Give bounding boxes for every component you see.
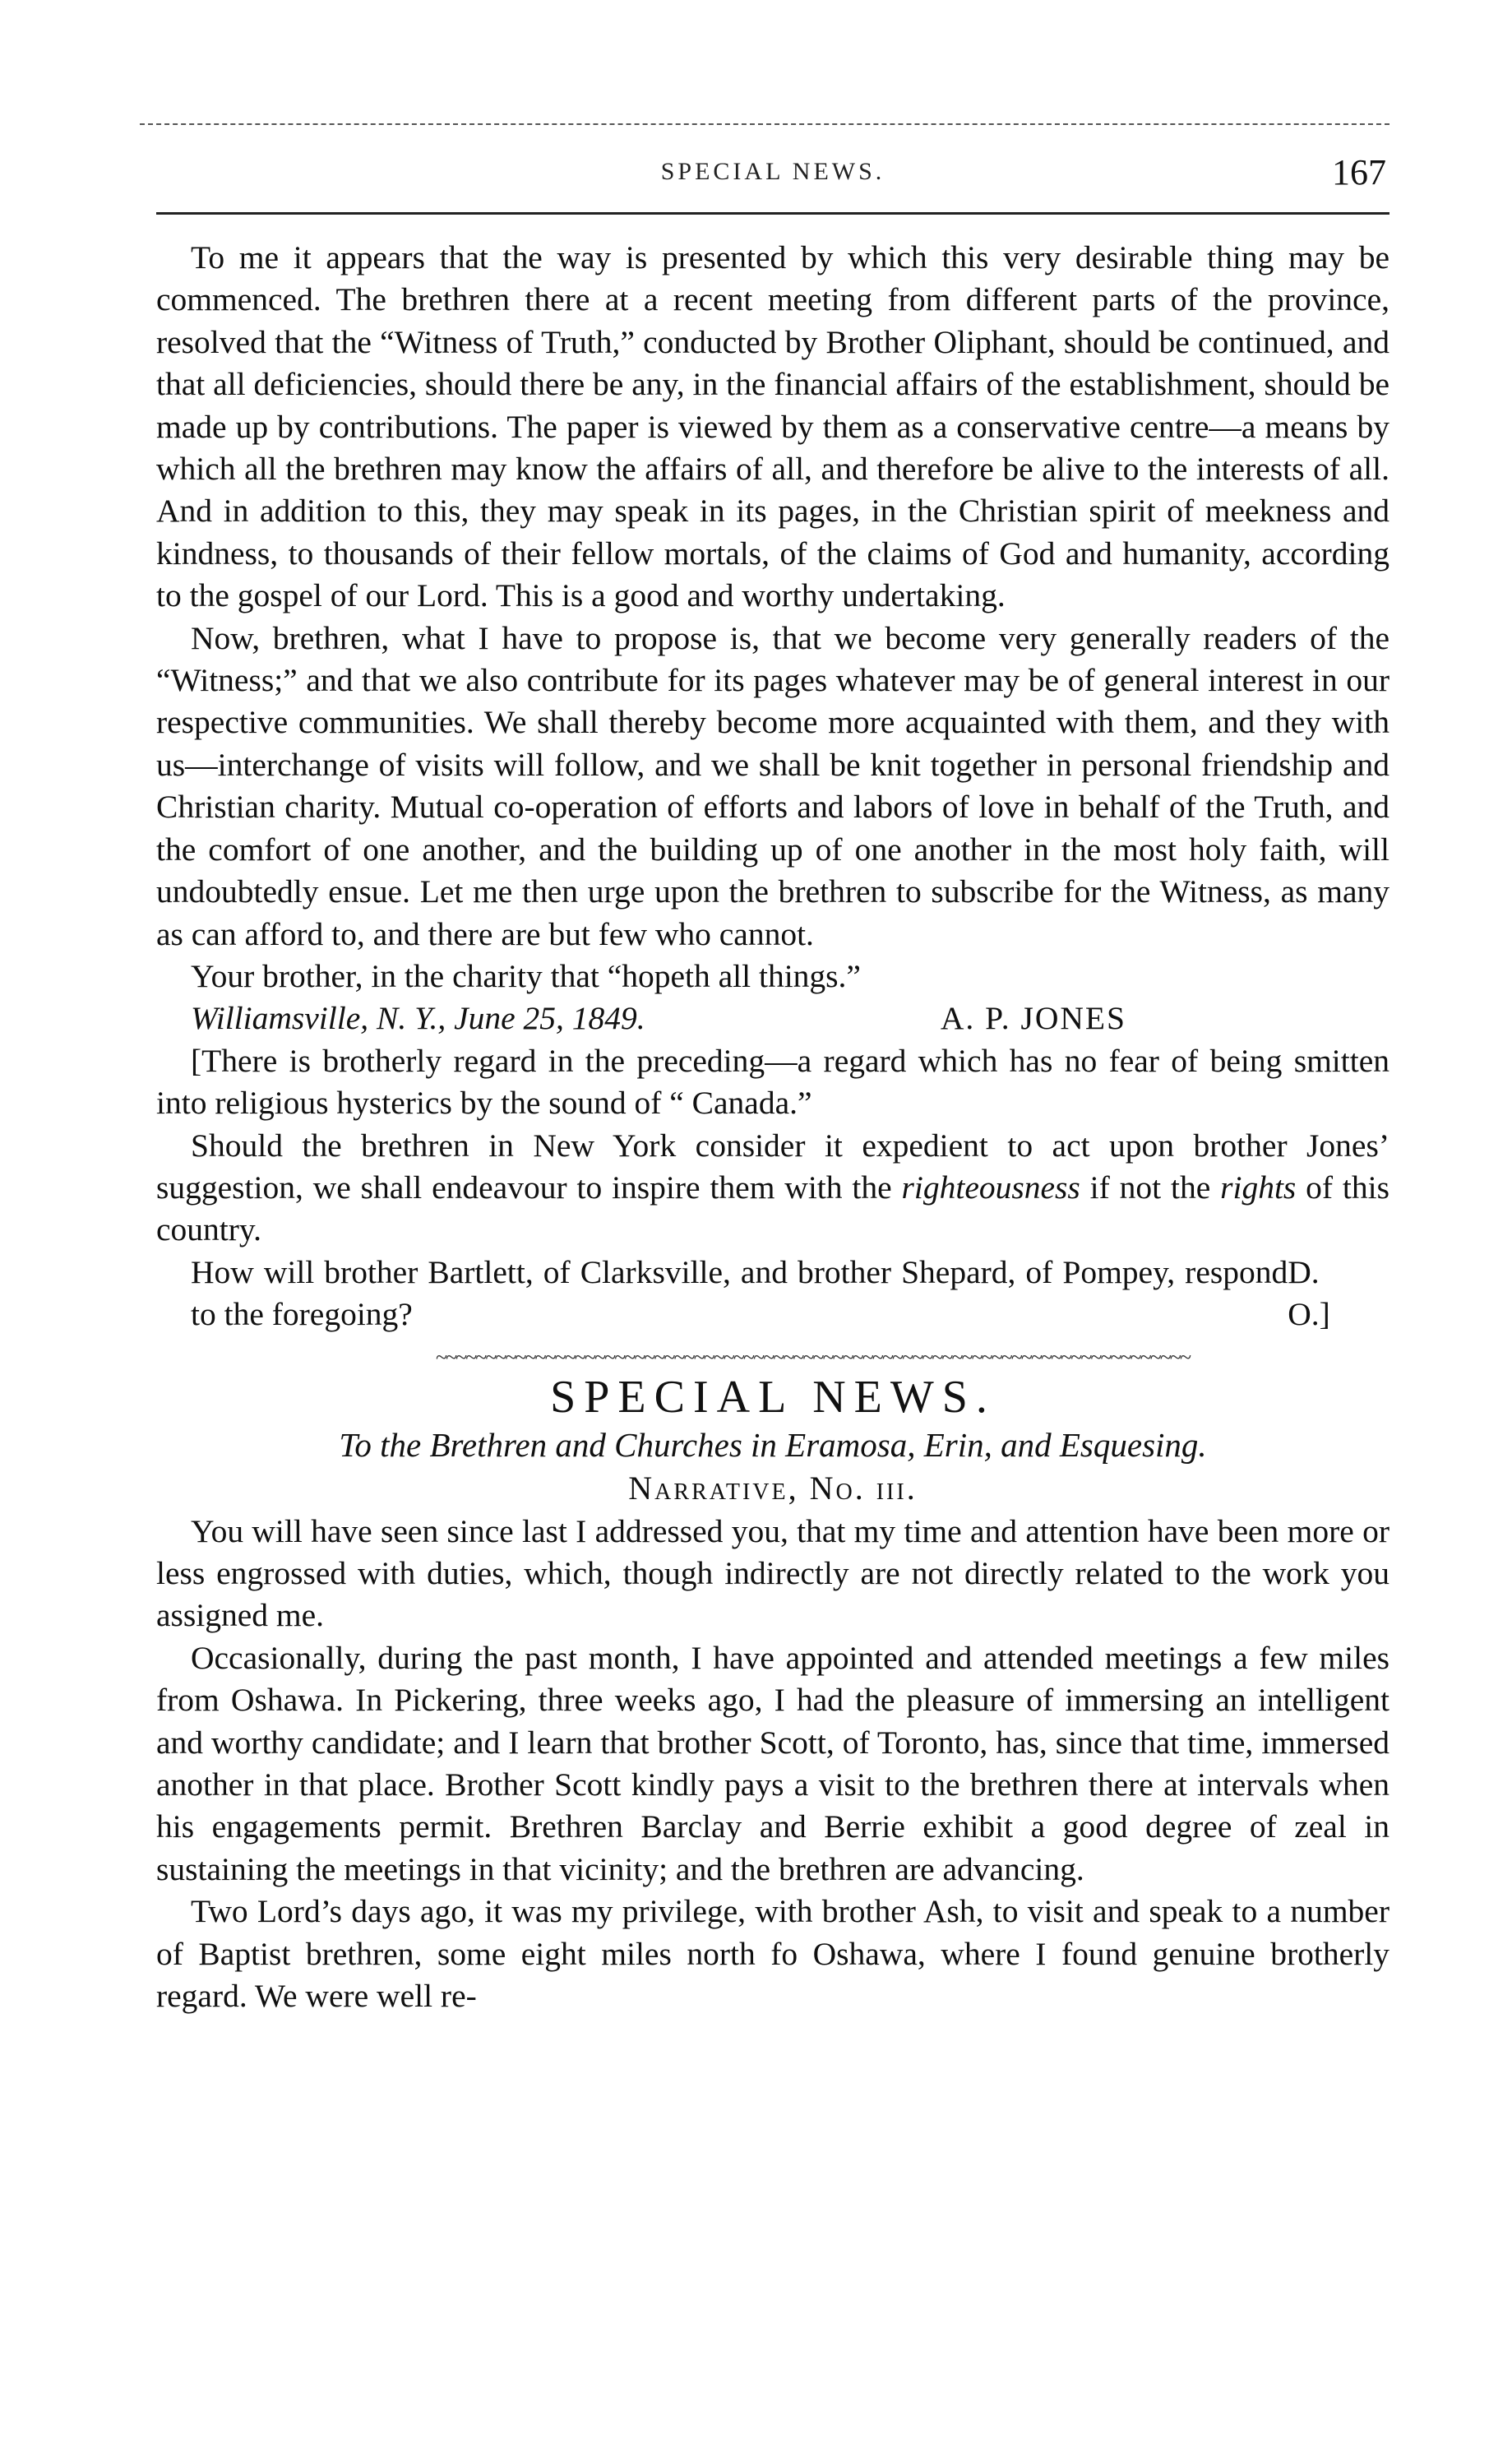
page-number: 167 xyxy=(1332,152,1386,192)
narrative-paragraph-2: Occasionally, during the past month, I have appointed and attended meetings a few miles from Oshawa. In Pickering, three weeks ago, I had the pleasure of immersing an intelligent and worthy candidate; and I learn that brother Scott, of Toronto, has, since that time, immersed another in that place. Brother Scott kindly pays a visit to the brethren there at intervals when his engagements permit. Brethren Barclay and Berrie exhibit a good degree of zeal in sustaining the meetings in that vicinity; and the brethren are advancing. xyxy=(156,1639,1389,1887)
editor-initials: D. O.] xyxy=(1288,1253,1330,1333)
letter-author: A. P. JONES xyxy=(940,1000,1126,1037)
page-body xyxy=(156,237,1389,2017)
editor-note-paragraph-2 xyxy=(156,1125,1389,1252)
letter-place-date: Williamsville, N. Y., June 25, 1849. xyxy=(191,1000,645,1037)
editor-note-italic-righteousness: righteousness xyxy=(901,1169,1080,1206)
top-rule xyxy=(140,123,1389,125)
header-rule xyxy=(156,212,1389,215)
letter-signature xyxy=(156,998,1389,1039)
editor-note-closing xyxy=(156,1252,1389,1336)
narrative-paragraph-1: You will have seen since last I addressed you, that my time and attention have been more or less engrossed with duties, which, though indirectly are not directly related to the work you assigned me. xyxy=(156,1512,1389,1634)
running-head: SPECIAL NEWS. xyxy=(660,158,885,185)
editor-note-paragraph-1: [There is brotherly regard in the preceding—a regard which has no fear of being smitten into religious hysterics by the sound of “ Canada.” xyxy=(156,1042,1389,1122)
letter-closing: Your brother, in the charity that “hopeth all things.” xyxy=(191,957,861,994)
editor-note-text-b: if not the xyxy=(1080,1169,1221,1206)
editor-note-italic-rights: rights xyxy=(1220,1169,1297,1206)
section-title: SPECIAL NEWS. xyxy=(550,1371,996,1423)
letter-paragraph-2: Now, brethren, what I have to propose is, that we become very generally readers of the “Witness;” and that we also contribute for its pages whatever may be of general interest in our respective communities. We shall thereby become more acquainted with them, and they with us—interchange of visits will follow, and we shall be knit together in personal friendship and Christian charity. Mutual co-operation of efforts and labors of love in behalf of the Truth, and the comfort of one another, and the building up of one another in the most holy faith, will undoubtedly ensue. Let me then urge upon the brethren to subscribe for the Witness, as many as can afford to, and there are but few who cannot. xyxy=(156,619,1389,952)
letter-paragraph-1: To me it appears that the way is presented by which this very desirable thing may be commenced. The brethren there at a recent meeting from different parts of the province, resolved that the “Witness of Truth,” conducted by Brother Oliphant, should be continued, and that all deficiencies, should there be any, in the financial affairs of the establishment, should be made up by contributions. The paper is viewed by them as a conservative centre—a means by which all the brethren may know the affairs of all, and therefore be alive to the interests of all. And in addition to this, they may speak in its pages, in the Christian spirit of meekness and kindness, to thousands of their fellow mortals, of the claims of God and humanity, according to the gospel of our Lord. This is a good and worthy undertaking. xyxy=(156,239,1389,614)
narrative-paragraph-3: Two Lord’s days ago, it was my privilege, with brother Ash, to visit and speak to a number of Baptist brethren, some eight miles north fo Oshawa, where I found genuine brotherly regard. We were well re- xyxy=(156,1893,1389,2015)
editor-note-text-a: Should the brethren in New York consider it expedient to act upon brother Jones’ suggestion, we shall endeavour to inspire them with the xyxy=(156,1127,1389,1206)
section-subtitle: To the Brethren and Churches in Eramosa, Erin, and Esquesing. xyxy=(339,1425,1207,1464)
narrative-heading: Narrative, No. iii. xyxy=(628,1469,918,1507)
editor-note-text-c: of this country. xyxy=(156,1169,1390,1248)
ornamental-divider: ~~~~~~~~~~~~~~~~~~~~~~~~~~~~~~~~~~~~~~~~~~~~~~~~~~~~~~~~~~~~~~~~~~~~~~~~~~~~ xyxy=(436,1345,1191,1369)
editor-note-paragraph-3: How will brother Bartlett, of Clarksville, and brother Shepard, of Pompey, respond to the foregoing? xyxy=(191,1253,1288,1333)
page-header xyxy=(156,153,1389,199)
